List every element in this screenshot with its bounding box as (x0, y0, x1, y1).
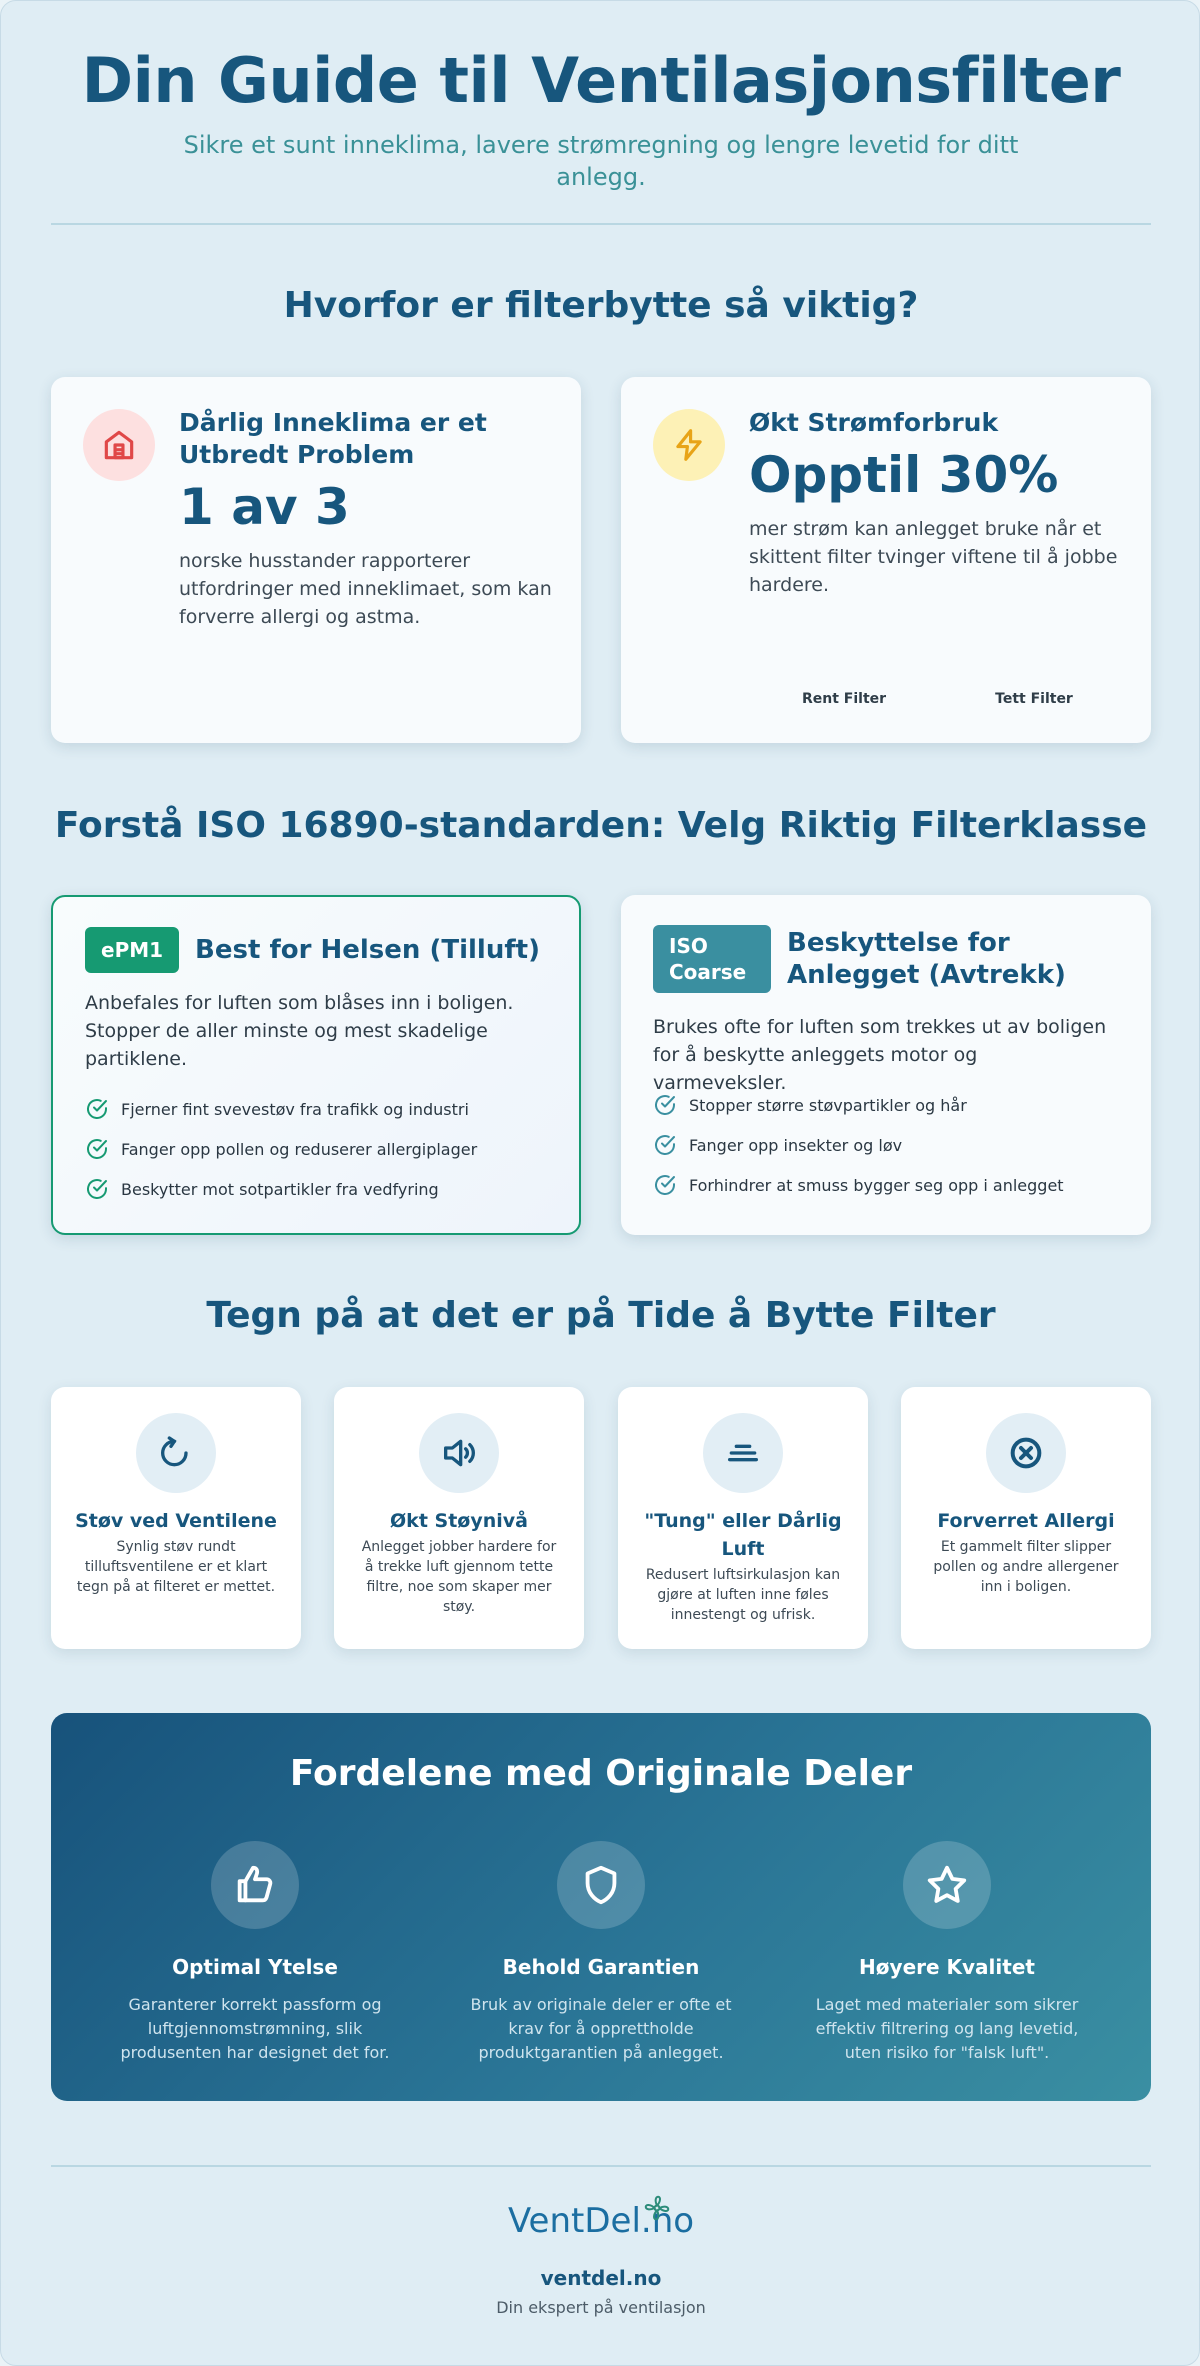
footer-tagline: Din ekspert på ventilasjon (496, 2298, 706, 2317)
footer (1, 2199, 1200, 2319)
stat-title: Dårlig Inneklima er et Utbredt Problem (179, 408, 487, 469)
stat-value: Opptil 30% (749, 446, 1059, 504)
filter-class-title: Best for Helsen (Tilluft) (195, 935, 540, 965)
check-circle-icon (85, 1177, 109, 1201)
footer-site-link[interactable]: ventdel.no (540, 2266, 662, 2290)
stat-card-energy (621, 377, 1151, 743)
filter-class-badge: ePM1 (85, 927, 179, 973)
speaker-icon (419, 1413, 499, 1493)
list-item: Beskytter mot sotpartikler fra vedfyring (85, 1169, 545, 1209)
why-section-title: Hvorfor er filterbytte så viktig? (283, 285, 919, 326)
x-circle-icon (986, 1413, 1066, 1493)
sign-description: Synlig støv rundt tilluftsventilene er et klart tegn på at filteret er mettet. (76, 1539, 276, 1595)
page-header (1, 41, 1200, 193)
list-item: Fanger opp insekter og løv (653, 1125, 1113, 1165)
benefit-description: Bruk av originale deler er ofte et krav for å opprettholde produktgarantien på anlegget. (470, 1995, 732, 2062)
clogged-filter-label: Tett Filter (995, 691, 1073, 707)
benefit-description: Laget med materialer som sikrer effektiv filtrering og lang levetid, uten risiko for "falsk luft". (815, 1995, 1079, 2062)
iso-card-epm1 (51, 895, 581, 1235)
stat-title: Økt Strømforbruk (749, 408, 999, 437)
filter-class-description: Anbefales for luften som blåses inn i boligen. Stopper de aller minste og mest skadelige partiklene. (85, 992, 514, 1070)
stat-description: norske husstander rapporterer utfordringer med inneklimaet, som kan forverre allergi og astma. (179, 550, 552, 628)
check-circle-icon (653, 1093, 677, 1117)
filter-benefit-list (653, 1085, 1113, 1205)
sign-card-noise (334, 1387, 584, 1649)
iso-card-coarse (621, 895, 1151, 1235)
benefit-title: Optimal Ytelse (172, 1955, 338, 1979)
stat-card-indoor-climate (51, 377, 581, 743)
sign-card-heavy-air (618, 1387, 868, 1649)
sign-title: Forverret Allergi (937, 1510, 1115, 1532)
list-item: Stopper større støvpartikler og hår (653, 1085, 1113, 1125)
stat-value: 1 av 3 (179, 478, 350, 536)
check-circle-icon (85, 1097, 109, 1121)
list-item: Fanger opp pollen og reduserer allergiplager (85, 1129, 545, 1169)
check-circle-icon (653, 1133, 677, 1157)
benefits-title: Fordelene med Originale Deler (289, 1753, 913, 1794)
benefit-title: Behold Garantien (502, 1955, 700, 1979)
thumbs-up-icon (211, 1841, 299, 1929)
refresh-icon (136, 1413, 216, 1493)
sign-description: Redusert luftsirkulasjon kan gjøre at luften inne føles innestengt og ufrisk. (645, 1567, 841, 1623)
check-circle-icon (85, 1137, 109, 1161)
fan-icon (642, 2193, 672, 2223)
check-circle-icon (653, 1173, 677, 1197)
benefit-title: Høyere Kvalitet (859, 1955, 1035, 1979)
list-item: Forhindrer at smuss bygger seg opp i anlegget (653, 1165, 1113, 1205)
lightning-icon (653, 409, 725, 481)
ventdel-logo[interactable]: VentDel.no (508, 2199, 694, 2243)
clean-filter-label: Rent Filter (801, 691, 887, 707)
filter-benefit-list (85, 1089, 545, 1209)
filter-class-description: Brukes ofte for luften som trekkes ut av boligen for å beskytte anleggets motor og varmeveksler. (653, 1016, 1107, 1094)
sign-title: Økt Støynivå (390, 1510, 528, 1532)
benefit-item (807, 1841, 1087, 2065)
footer-divider (51, 2165, 1151, 2167)
wind-icon (703, 1413, 783, 1493)
page-subtitle: Sikre et sunt inneklima, lavere strømregning og lengre levetid for ditt anlegg. (183, 131, 1019, 191)
shield-icon (557, 1841, 645, 1929)
sign-card-allergy (901, 1387, 1151, 1649)
star-icon (903, 1841, 991, 1929)
header-divider (51, 223, 1151, 225)
page-title: Din Guide til Ventilasjonsfilter (81, 44, 1121, 117)
signs-section-title: Tegn på at det er på Tide å Bytte Filter (206, 1295, 996, 1336)
sign-description: Et gammelt filter slipper pollen og andre allergener inn i boligen. (933, 1539, 1119, 1595)
benefits-panel (51, 1713, 1151, 2101)
filter-comparison-labels (749, 691, 1129, 707)
benefit-item (461, 1841, 741, 2065)
filter-class-badge: ISO Coarse (653, 925, 771, 993)
iso-section-title: Forstå ISO 16890-standarden: Velg Riktig Filterklasse (54, 805, 1148, 846)
sign-description: Anlegget jobber hardere for å trekke luft gjennom tette filtre, noe som skaper mer støy. (361, 1539, 557, 1615)
sign-title: Støv ved Ventilene (75, 1510, 277, 1532)
benefit-description: Garanterer korrekt passform og luftgjennomstrømning, slik produsenten har designet det for. (120, 1995, 390, 2062)
stat-description: mer strøm kan anlegget bruke når et skittent filter tvinger viftene til å jobbe hardere. (749, 518, 1118, 596)
sign-title: "Tung" eller Dårlig Luft (644, 1510, 842, 1560)
list-item: Fjerner fint svevestøv fra trafikk og industri (85, 1089, 545, 1129)
sign-card-dust (51, 1387, 301, 1649)
filter-class-title: Beskyttelse for Anlegget (Avtrekk) (787, 928, 1066, 990)
benefit-item (115, 1841, 395, 2065)
house-icon (83, 409, 155, 481)
